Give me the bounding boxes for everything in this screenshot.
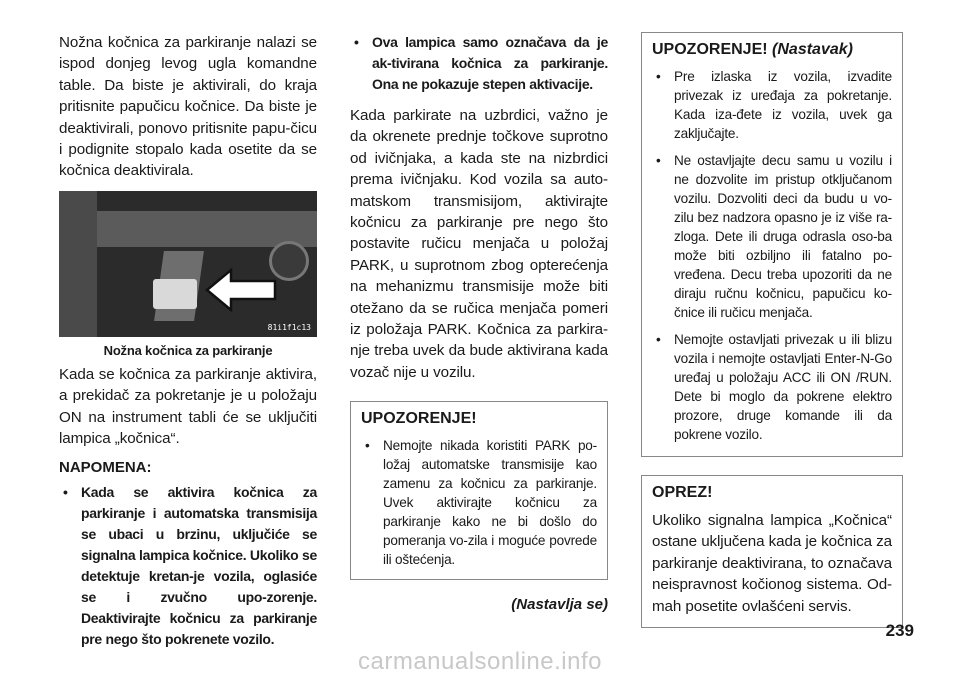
- photo-caption: Nožna kočnica za parkiranje: [103, 342, 273, 358]
- warning-list: [361, 436, 597, 569]
- list-item: • Pre izlaska iz vozila, izvadite privezak iz uređaja za pokretanje. Kada iza-đete iz vozila, uvek ga zaključajte.: [652, 67, 892, 143]
- list-item: • Ova lampica samo označava da je ak-tivirana kočnica za parkiranje. Ona ne pokazuje stepen aktivacije.: [350, 32, 608, 95]
- caution-box: [641, 475, 903, 628]
- column-right: [641, 32, 903, 628]
- column-left: [59, 32, 317, 650]
- warning-title: UPOZORENJE!: [361, 410, 477, 428]
- photo-brake-pedal: [153, 279, 197, 309]
- photo-ref-code: 81i1f1c13: [267, 322, 311, 332]
- warning-title: [652, 41, 892, 59]
- warning-list: [652, 67, 892, 444]
- warning-title-continued: (Nastavak): [772, 41, 853, 58]
- warning-box: [350, 401, 608, 580]
- column-middle: [350, 32, 608, 613]
- list-item: • Ne ostavljajte decu samu u vozilu i ne dozvolite im pristup otključanom vozilu. Dozvoliti deci da budu u vo-zilu bez nadzora opasno je iz više ra-zloga. Dete ili druga odrasla oso-ba može biti ozbiljno ili fatalno po-vređena. Decu treba upozoriti da ne diraju ručnu kočnicu, papučicu ko-čnice ili ručicu menjača.: [652, 151, 892, 322]
- list-item: • Nemojte ostavljati privezak u ili blizu vozila i nemojte ostavljati Enter-N-Go uređaj u položaju ACC ili ON /RUN. Dete bi moglo da pokrene elektro prozore, druge komande ili da pokrene vozilo.: [652, 330, 892, 444]
- list-item: • Nemojte nikada koristiti PARK po-ložaj automatske transmisije kao zamenu za kočnicu za parkiranje. Uvek aktivirajte kočnicu za parkiranje kako ne bi došlo do pomeranja vo-zila i moguće povrede ili oštećenja.: [361, 436, 597, 569]
- continues-label: (Nastavlja se): [511, 596, 608, 614]
- list-item: • Kada se aktivira kočnica za parkiranje i automatska transmisija se ubaci u brzinu, uključiće se signalna lampica kočnice. Ukoliko se detektuje kretan-je vozila, oglasiće se i zvučno upo-zorenje. Deaktivirajte kočnicu za parkiranje pre nego što pokrenete vozilo.: [59, 482, 317, 650]
- caution-title: OPREZ!: [652, 484, 713, 501]
- caution-text: Ukoliko signalna lampica „Kočnica“ ostane uključena kada je kočnica za parkiranje deaktivirana, to označava neispravnost kočionog sistema. Od-mah posetite ovlašćeni servis.: [652, 512, 892, 615]
- note-list-continued: [350, 32, 608, 95]
- activation-paragraph: Kada se kočnica za parkiranje aktivira, a prekidač za pokretanje je u položaju ON na instrument tabli će se uključiti lampica „kočnica“.: [59, 365, 317, 448]
- parking-brake-photo: [59, 191, 317, 337]
- hill-parking-paragraph: Kada parkirate na uzbrdici, važno je da okrenete prednje točkove suprotno od ivičnjaka, a kada ste na nizbrdici prema ivičnjaku. Kod vozila sa auto-matskom transmisijom, aktivirajte kočnicu za parkiranje pre nego što postavite ručicu menjača u položaj PARK, u suprotnom zbog opterećenja na mehanizmu transmisije može biti otežano da se ručica menjača pomeri iz položaja PARK. Kočnica za parkira-nje treba uvek da bude aktivirana kada vozač nije u vozilu.: [350, 107, 608, 381]
- note-heading: NAPOMENA:: [59, 459, 152, 477]
- intro-paragraph: Nožna kočnica za parkiranje nalazi se ispod donjeg levog ugla komandne table. Da biste je aktivirali, do kraja pritisnite papučicu kočnice. Da biste je deaktivirali, ponovo pritisnite papu-čicu i podignite stopalo kada osetite da se kočnica deaktivirala.: [59, 34, 317, 180]
- warning-title-text: UPOZORENJE!: [652, 41, 768, 58]
- photo-panel-left: [59, 191, 97, 337]
- note-list: [59, 482, 317, 650]
- watermark: carmanualsonline.info: [358, 648, 602, 675]
- warning-box-continued: [641, 32, 903, 457]
- page-number: 239: [885, 621, 914, 640]
- arrow-left-icon: [205, 267, 277, 313]
